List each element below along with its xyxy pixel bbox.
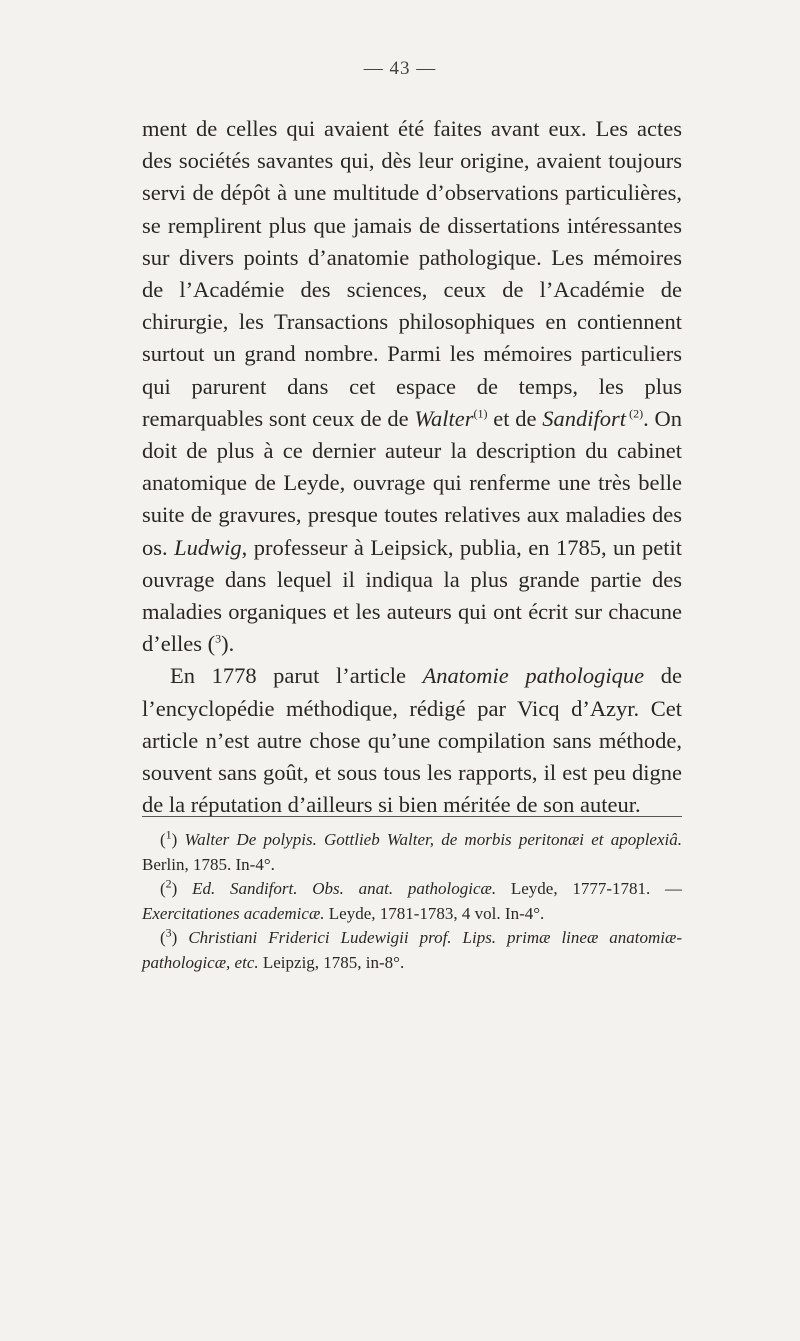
footnote-note-ref: 1 <box>165 827 172 842</box>
footnote-italic-text: Exercitationes academicæ. <box>142 903 325 923</box>
footnote-text: ) <box>171 879 193 898</box>
paragraph-2 <box>142 660 682 821</box>
footnote-text: Leyde, 1781-1783, 4 vol. In-4°. <box>324 903 545 923</box>
paragraph-text: ). <box>221 631 235 657</box>
footnote-1 <box>142 828 682 877</box>
paragraph-text: , professeur à Leipsick, publia, en 1785, un petit ouvrage dans lequel il indiqua la plus grande partie des maladies organiques et les auteurs qui ont écrit sur chacune d’elles ( <box>142 534 682 657</box>
paragraph-italic-text: Ludwig <box>174 534 242 560</box>
paragraph-note-ref: (2) <box>626 406 644 421</box>
paragraph-italic-text: Sandifort <box>542 405 627 431</box>
footnote-text: ( <box>160 830 166 849</box>
footnote-text: ( <box>160 928 166 947</box>
paragraph-text: En 1778 parut l’article <box>170 663 423 689</box>
footnote-italic-text: Christiani Friderici Ludewigii prof. Lips. primæ lineæ anatomiæ-pathologicæ, etc. <box>142 928 682 972</box>
paragraph-text: et de <box>487 405 543 431</box>
paragraph-text: . On doit de plus à ce dernier auteur la description du cabinet anatomique de Leyde, ouvrage qui renferme une très belle suite de gravures, presque toutes relatives aux maladies des os. <box>142 405 682 560</box>
footnote-2 <box>142 877 682 926</box>
footnote-text: Berlin, 1785. In-4°. <box>142 854 275 874</box>
footnote-italic-text: Walter De polypis. Gottlieb Walter, de morbis peritonæi et apoplexiâ. <box>184 830 682 849</box>
page-number: — 43 — <box>363 58 437 79</box>
footnote-note-ref: 3 <box>165 925 172 940</box>
footnote-3 <box>142 926 682 975</box>
body-text <box>142 113 682 821</box>
footnote-text: Leyde, 1777-1781. — <box>496 879 682 898</box>
footnote-text: ) <box>171 928 189 947</box>
footnote-note-ref: 2 <box>165 876 172 891</box>
footnote-italic-text: Ed. Sandifort. Obs. anat. pathologicæ. <box>192 879 497 898</box>
footnote-divider <box>142 816 682 817</box>
paragraph-1 <box>142 113 682 660</box>
paragraph-italic-text: Anatomie pathologique <box>422 663 645 689</box>
footnotes <box>142 828 682 975</box>
paragraph-italic-text: Walter <box>414 405 474 431</box>
footnote-text: Leipzig, 1785, in-8°. <box>258 952 405 972</box>
paragraph-text: de l’encyclopédie méthodique, rédigé par Vicq d’Azyr. Cet article n’est autre chose qu’une compilation sans méthode, souvent sans goût, et sous tous les rapports, il est peu digne de la réputation d’ailleurs si bien méritée de son auteur. <box>142 663 682 818</box>
paragraph-note-ref: 3 <box>215 631 222 646</box>
paragraph-note-ref: (1) <box>473 406 488 421</box>
footnote-text: ) <box>171 830 185 849</box>
paragraph-text: ment de celles qui avaient été faites avant eux. Les actes des sociétés savantes qui, dès leur origine, avaient toujours servi de dépôt à une multitude d’observations particulières, se remplirent plus que jamais de dissertations intéressantes sur divers points d’anatomie pathologique. Les mémoires de l’Académie des sciences, ceux de l’Académie de chirurgie, les Transactions philosophiques en contiennent surtout un grand nombre. Parmi les mémoires particuliers qui parurent dans cet espace de temps, les plus remarquables sont ceux de de <box>142 116 682 431</box>
footnote-text: ( <box>160 879 166 898</box>
